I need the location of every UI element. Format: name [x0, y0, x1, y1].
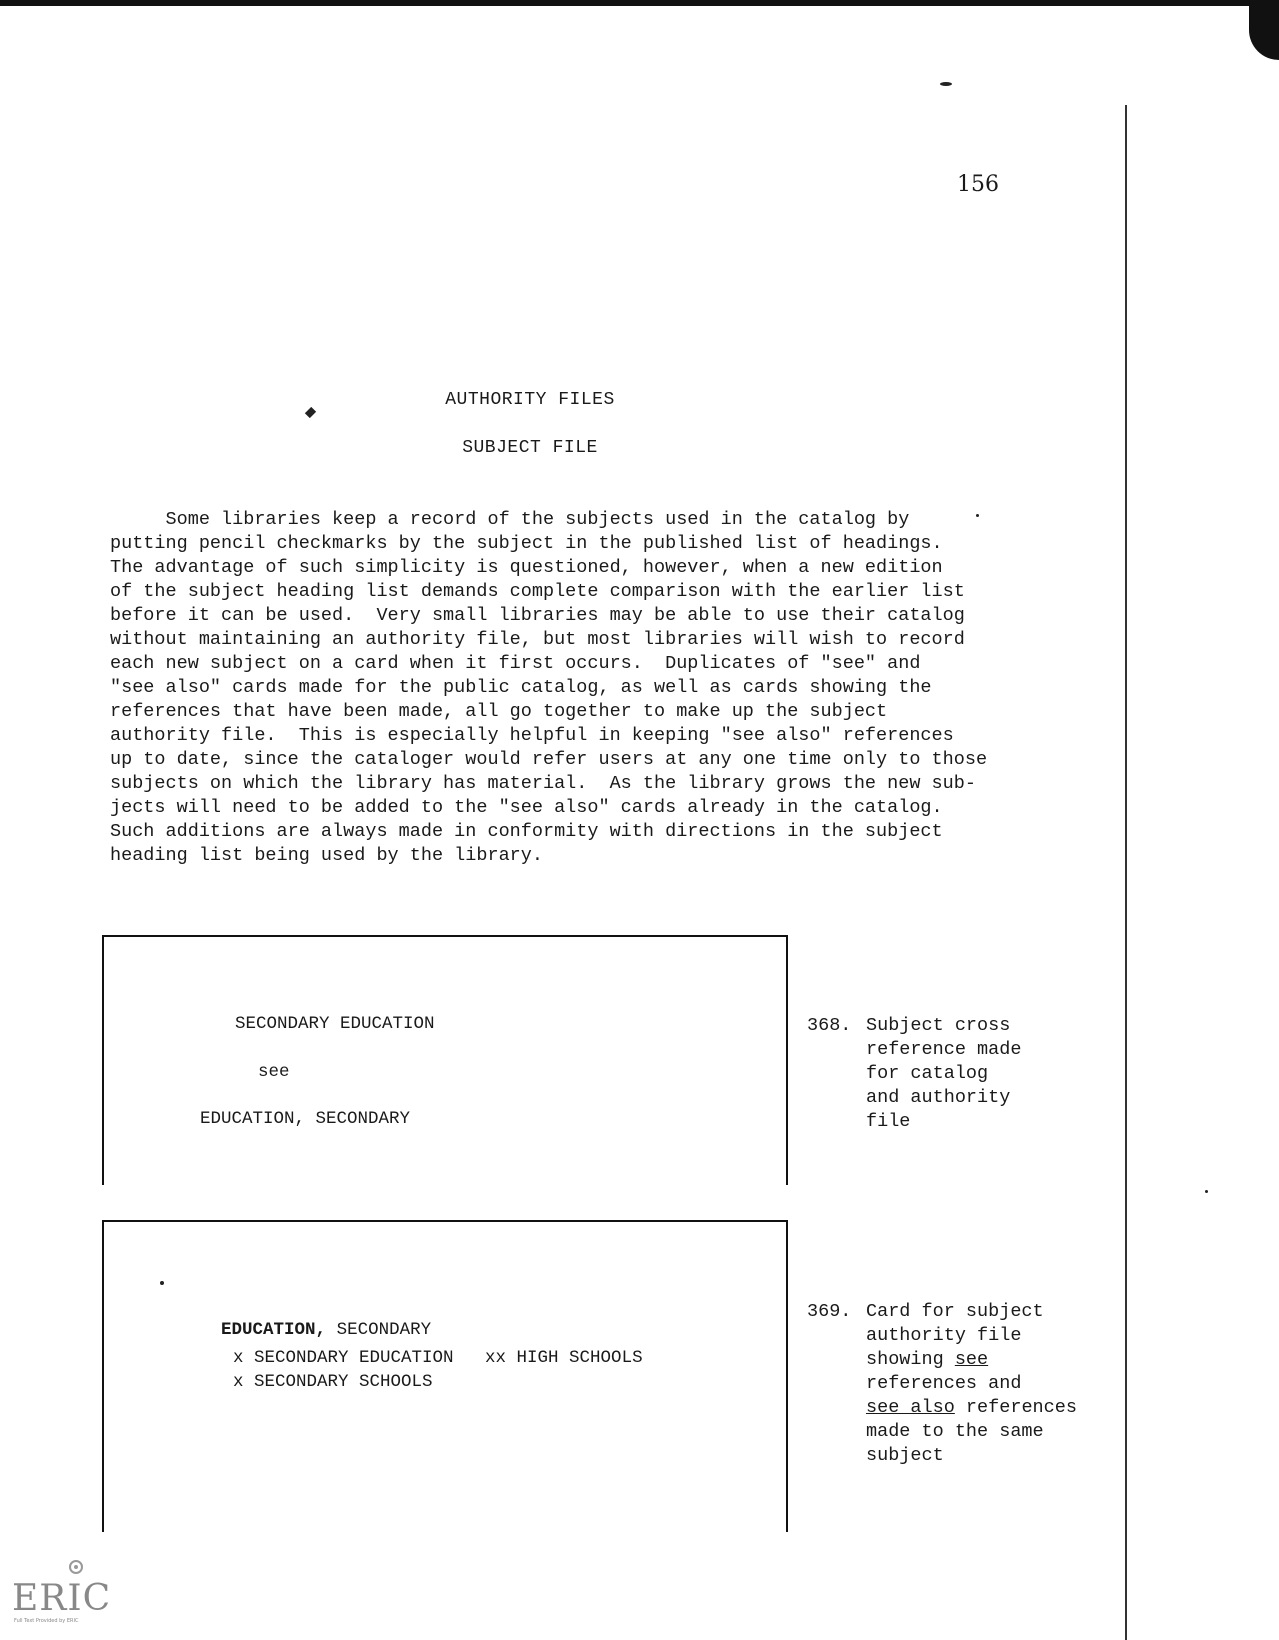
paragraph-line: references that have been made, all go together to make up the subject	[110, 701, 888, 722]
caption-line: and authority	[866, 1087, 1011, 1108]
caption-line: file	[866, 1111, 911, 1132]
eric-tagline: Full Text Provided by ERIC	[14, 1618, 79, 1624]
right-scan-rule	[1125, 105, 1127, 1640]
scan-speck	[940, 82, 952, 86]
paragraph-line: putting pencil checkmarks by the subject in the published list of headings.	[110, 533, 943, 554]
paragraph-line: authority file. This is especially helpful in keeping "see also" references	[110, 725, 954, 746]
caption-line: Subject cross	[866, 1015, 1011, 1036]
caption-line: references and	[866, 1373, 1022, 1394]
paragraph-line: Such additions are always made in conformity with directions in the subject	[110, 821, 943, 842]
catalog-card-cross-reference	[102, 935, 788, 1185]
eric-logo	[12, 1558, 112, 1628]
paragraph-line: Some libraries keep a record of the subjects used in the catalog by	[110, 509, 910, 530]
eric-logo-text: ERIC	[12, 1578, 112, 1619]
caption-line: for catalog	[866, 1063, 989, 1084]
paragraph-line: each new subject on a card when it first occurs. Duplicates of "see" and	[110, 653, 921, 674]
paragraph-line: The advantage of such simplicity is questioned, however, when a new edition	[110, 557, 943, 578]
card-tracing-line: x SECONDARY EDUCATION xx HIGH SCHOOLS	[233, 1348, 643, 1368]
caption-text	[866, 1014, 1021, 1134]
paragraph-line: subjects on which the library has material. As the library grows the new sub-	[110, 773, 976, 794]
caption-number: 368.	[807, 1015, 852, 1036]
scan-speck	[1205, 1190, 1208, 1193]
caption-line: subject	[866, 1445, 944, 1466]
caption-underlined: see also	[866, 1397, 955, 1418]
page-number: 156	[957, 172, 999, 197]
card-heading-bold: EDUCATION,	[221, 1320, 327, 1340]
paragraph-line: before it can be used. Very small libraries may be able to use their catalog	[110, 605, 965, 626]
paragraph-line: heading list being used by the library.	[110, 845, 543, 866]
paragraph-line: of the subject heading list demands complete comparison with the earlier list	[110, 581, 965, 602]
caption-line: authority file	[866, 1325, 1022, 1346]
page-title: AUTHORITY FILES	[445, 390, 615, 410]
caption-line: showing	[866, 1349, 955, 1370]
paragraph-line: "see also" cards made for the public catalog, as well as cards showing the	[110, 677, 932, 698]
card-heading: SECONDARY EDUCATION	[235, 1014, 435, 1034]
catalog-card-authority	[102, 1220, 788, 1532]
eric-torch-icon	[66, 1558, 86, 1580]
caption-line: made to the same	[866, 1421, 1044, 1442]
card-tracing-line: x SECONDARY SCHOOLS	[233, 1372, 433, 1392]
top-scan-edge	[0, 0, 1279, 6]
scan-corner-shadow	[1249, 0, 1279, 60]
card-reference-target: EDUCATION, SECONDARY	[200, 1109, 411, 1129]
paragraph-line: up to date, since the cataloger would refer users at any one time only to those	[110, 749, 988, 770]
caption-number: 369.	[807, 1301, 852, 1322]
body-paragraph	[110, 508, 1010, 868]
card-see-label: see	[258, 1062, 290, 1082]
paragraph-line: without maintaining an authority file, but most libraries will wish to record	[110, 629, 965, 650]
section-subtitle: SUBJECT FILE	[462, 438, 598, 458]
card-heading	[200, 1300, 431, 1340]
caption-underlined: see	[954, 1349, 989, 1370]
caption-line: Card for subject	[866, 1301, 1044, 1322]
caption-line: references	[954, 1397, 1077, 1418]
paragraph-line: jects will need to be added to the "see also" cards already in the catalog.	[110, 797, 943, 818]
figure-caption-369	[866, 1300, 1077, 1468]
card-heading-rest: SECONDARY	[336, 1320, 432, 1340]
caption-line: reference made	[866, 1039, 1022, 1060]
